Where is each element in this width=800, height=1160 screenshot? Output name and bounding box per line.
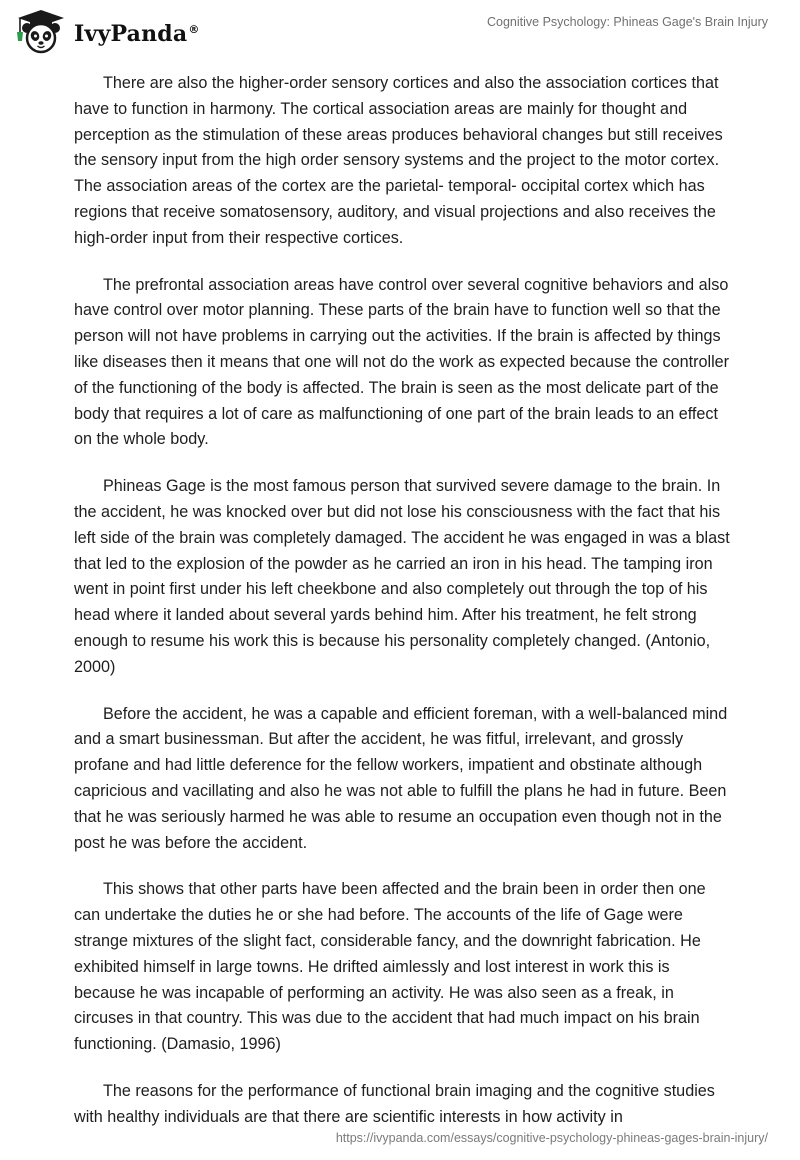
paragraph-2: The prefrontal association areas have control over several cognitive behaviors and also have control over motor planning. These parts of the brain have to function well so that the person will not have problems in carrying out the activities. If the brain is affected by things like diseases then it means that one will not do the work as expected because the controller of the functioning of the body is affected. The brain is seen as the most delicate part of the body that requires a lot of care as malfunctioning of one part of the brain leads to an effect on the whole body. [74,275,730,449]
brand-name: IvyPanda® [74,21,200,47]
source-url-link[interactable]: https://ivypanda.com/essays/cognitive-psychology-phineas-gages-brain-injury/ [335,1131,768,1145]
page-header [0,0,800,64]
paragraph-1: There are also the higher-order sensory cortices and also the association cortices that have to function in harmony. The cortical association areas are mainly for thought and perception as the stimulation of these areas produces behavioral changes but still receives the sensory input from the high order sensory systems and the project to the motor cortex. The association areas of the cortex are the parietal- temporal- occipital cortex which has regions that receive somatosensory, auditory, and visual projections and also receives the high-order input from their respective cortices. [74,74,723,247]
brand-logo[interactable] [14,8,200,56]
paragraph-4: Before the accident, he was a capable and efficient foreman, with a well-balanced mind and a smart businessman. But after the accident, he was fitful, irrelevant, and grossly profane and had little deference for the fellow workers, impatient and obstinate although capricious and vacillating and also he was not able to fulfill the plans he had in future. Been that he was seriously harmed he was able to resume an occupation even though not in the post he was before the accident. [74,704,728,852]
essay-body [74,71,734,1151]
registered-mark: ® [188,22,200,36]
paragraph-3: Phineas Gage is the most famous person that survived severe damage to the brain. In the accident, he was knocked over but did not lose his consciousness with the fact that his left side of the brain was completely damaged. The accident he was engaged in was a blast that led to the explosion of the powder as he carried an iron in his head. The tamping iron went in point first under his left cheekbone and also completely out through the top of his head where it landed about several yards behind him. After his treatment, he felt strong enough to resume his work this is because his personality completely changed. (Antonio, 2000) [74,477,730,676]
paragraph-6: The reasons for the performance of functional brain imaging and the cognitive studies with healthy individuals are that there are scientific interests in how activity in [74,1081,715,1126]
panda-graduate-icon [14,8,68,56]
document-title: Cognitive Psychology: Phineas Gage's Brain Injury [486,15,768,29]
paragraph-5: This shows that other parts have been affected and the brain been in order then one can undertake the duties he or she had before. The accounts of the life of Gage were strange mixtures of the slight fact, considerable fancy, and the downright fabrication. He exhibited himself in large towns. He drifted aimlessly and lost interest in work this is because he was incapable of performing an activity. He was also seen as a freak, in circuses in that country. This was due to the accident that had much impact on his brain functioning. (Damasio, 1996) [74,880,706,1054]
